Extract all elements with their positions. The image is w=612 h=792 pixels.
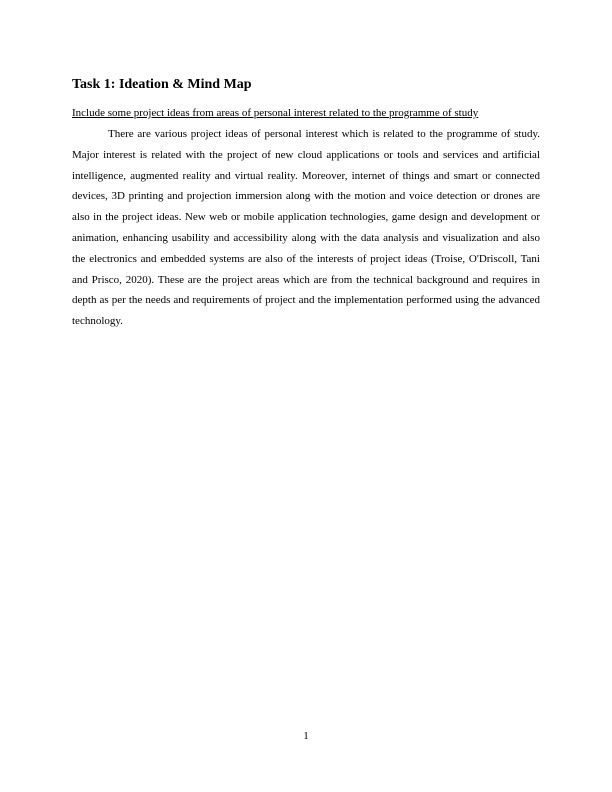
page-number: 1 — [303, 730, 309, 742]
section-subheading: Include some project ideas from areas of personal interest related to the programme of study — [72, 107, 479, 119]
section-heading: Task 1: Ideation & Mind Map — [72, 77, 252, 92]
page-content — [72, 76, 540, 332]
body-paragraph: There are various project ideas of personal interest which is related to the programme of study. Major interest is related with the project of new cloud applications or tools and services and artificial intelligence, augmented reality and virtual reality. Moreover, internet of things and smart or connected devices, 3D printing and projection immersion along with the motion and voice detection or drones are also in the project ideas. New web or mobile application technologies, game design and development or animation, enhancing usability and accessibility along with the data analysis and visualization and also the electronics and embedded systems are also of the interests of project ideas (Troise, O'Driscoll, Tani and Prisco, 2020). These are the project areas which are from the technical background and requires in depth as per the needs and requirements of project and the implementation performed using the advanced technology. — [72, 128, 540, 328]
